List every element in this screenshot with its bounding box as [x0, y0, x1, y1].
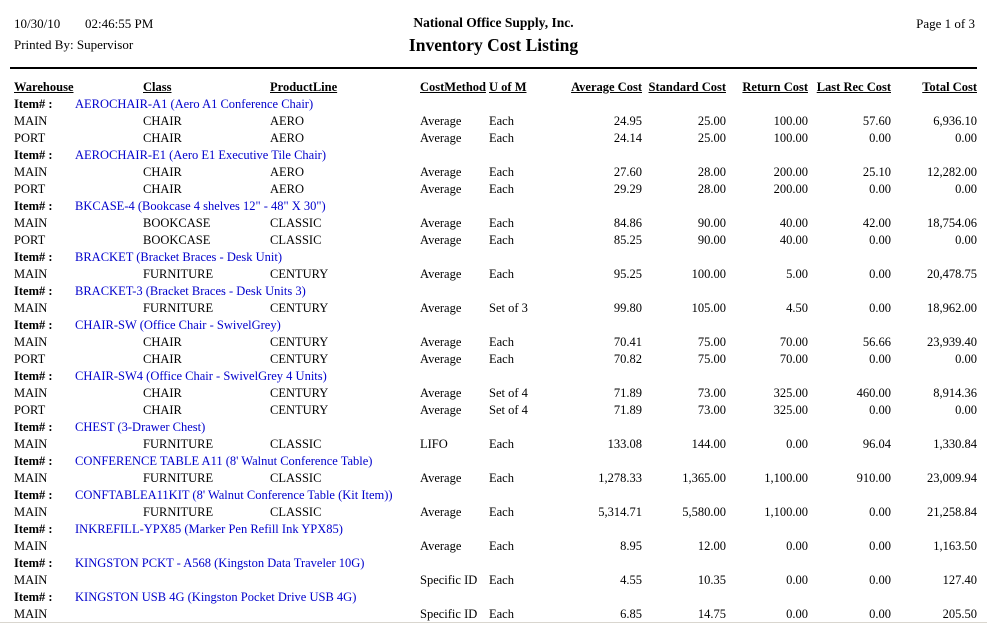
cell-return-cost: 0.00 — [786, 573, 808, 587]
column-header-total-cost: Total Cost — [922, 80, 977, 94]
item-description-link[interactable]: CONFTABLEA11KIT (8' Walnut Conference Table (Kit Item)) — [75, 488, 393, 502]
cell-last-rec-cost: 0.00 — [869, 301, 891, 315]
printed-by: Printed By: Supervisor — [14, 37, 134, 52]
inventory-row — [14, 402, 977, 419]
item-row — [14, 589, 977, 606]
cell-last-rec-cost: 0.00 — [869, 403, 891, 417]
cell-productline — [270, 538, 420, 555]
cell-last-rec-cost: 0.00 — [869, 267, 891, 281]
cell-total-cost: 0.00 — [955, 352, 977, 366]
cell-class — [143, 572, 270, 589]
inventory-row — [14, 232, 977, 249]
cell-total-cost: 205.50 — [942, 607, 977, 621]
cell-standard-cost: 14.75 — [697, 607, 726, 621]
cell-costmethod: Specific ID — [420, 607, 478, 621]
cell-standard-cost: 25.00 — [697, 131, 726, 145]
item-number-label: Item# : — [14, 284, 53, 298]
cell-warehouse: MAIN — [14, 165, 48, 179]
item-number-label: Item# : — [14, 97, 53, 111]
cell-productline: AERO — [270, 182, 305, 196]
cell-class: BOOKCASE — [143, 233, 211, 247]
column-header-warehouse: Warehouse — [14, 80, 74, 94]
cell-class: CHAIR — [143, 386, 182, 400]
cell-return-cost: 5.00 — [786, 267, 808, 281]
cell-warehouse: MAIN — [14, 437, 48, 451]
cell-last-rec-cost: 0.00 — [869, 607, 891, 621]
cell-uofm: Each — [489, 233, 514, 247]
item-row — [14, 453, 977, 470]
cell-total-cost: 0.00 — [955, 131, 977, 145]
cell-uofm: Each — [489, 267, 514, 281]
item-description-link[interactable]: INKREFILL-YPX85 (Marker Pen Refill Ink YPX85) — [75, 522, 343, 536]
cell-class: CHAIR — [143, 131, 182, 145]
cell-costmethod: Average — [420, 233, 462, 247]
cell-return-cost: 100.00 — [773, 131, 808, 145]
cell-total-cost: 18,962.00 — [927, 301, 977, 315]
inventory-row — [14, 113, 977, 130]
cell-return-cost: 40.00 — [779, 233, 808, 247]
cell-costmethod: LIFO — [420, 437, 448, 451]
cell-average-cost: 70.41 — [613, 335, 642, 349]
cell-total-cost: 127.40 — [942, 573, 977, 587]
item-number-label: Item# : — [14, 369, 53, 383]
item-row — [14, 96, 977, 113]
cell-standard-cost: 28.00 — [697, 165, 726, 179]
cell-class: BOOKCASE — [143, 216, 211, 230]
cell-productline: CENTURY — [270, 301, 329, 315]
cell-last-rec-cost: 56.66 — [862, 335, 891, 349]
cell-costmethod: Average — [420, 131, 462, 145]
cell-productline: CENTURY — [270, 267, 329, 281]
cell-warehouse: PORT — [14, 233, 46, 247]
column-header-return-cost: Return Cost — [742, 80, 808, 94]
cell-costmethod: Average — [420, 386, 462, 400]
cell-class: CHAIR — [143, 335, 182, 349]
item-description-link[interactable]: AEROCHAIR-E1 (Aero E1 Executive Tile Chair) — [75, 148, 327, 162]
cell-standard-cost: 25.00 — [697, 114, 726, 128]
cell-class: FURNITURE — [143, 267, 214, 281]
inventory-row — [14, 504, 977, 521]
cell-uofm: Set of 4 — [489, 403, 528, 417]
cell-return-cost: 70.00 — [779, 335, 808, 349]
cell-productline — [270, 572, 420, 589]
item-number-label: Item# : — [14, 318, 53, 332]
cell-costmethod: Average — [420, 301, 462, 315]
cell-total-cost: 6,936.10 — [933, 114, 977, 128]
cell-last-rec-cost: 0.00 — [869, 233, 891, 247]
cell-standard-cost: 73.00 — [697, 386, 726, 400]
cell-return-cost: 0.00 — [786, 539, 808, 553]
cell-standard-cost: 73.00 — [697, 403, 726, 417]
cell-total-cost: 0.00 — [955, 403, 977, 417]
item-description-link[interactable]: AEROCHAIR-A1 (Aero A1 Conference Chair) — [75, 97, 314, 111]
cell-warehouse: MAIN — [14, 505, 48, 519]
item-row — [14, 317, 977, 334]
cell-average-cost: 5,314.71 — [598, 505, 642, 519]
cell-total-cost: 18,754.06 — [927, 216, 977, 230]
inventory-row — [14, 130, 977, 147]
cell-average-cost: 1,278.33 — [598, 471, 642, 485]
column-header-row — [14, 80, 977, 95]
report-time: 02:46:55 PM — [85, 16, 154, 31]
cell-costmethod: Average — [420, 182, 462, 196]
cell-average-cost: 71.89 — [613, 403, 642, 417]
cell-costmethod: Average — [420, 267, 462, 281]
cell-return-cost: 200.00 — [773, 182, 808, 196]
cell-costmethod: Average — [420, 216, 462, 230]
cell-class — [143, 538, 270, 555]
cell-return-cost: 0.00 — [786, 437, 808, 451]
cell-total-cost: 1,330.84 — [933, 437, 977, 451]
cell-average-cost: 133.08 — [607, 437, 642, 451]
inventory-row — [14, 572, 977, 589]
cell-last-rec-cost: 42.00 — [862, 216, 891, 230]
cell-return-cost: 200.00 — [773, 165, 808, 179]
cell-uofm: Each — [489, 437, 514, 451]
cell-warehouse: MAIN — [14, 301, 48, 315]
cell-total-cost: 0.00 — [955, 182, 977, 196]
cell-total-cost: 8,914.36 — [933, 386, 977, 400]
cell-productline: CLASSIC — [270, 471, 322, 485]
cell-class: FURNITURE — [143, 437, 214, 451]
cell-productline: AERO — [270, 131, 305, 145]
item-row — [14, 147, 977, 164]
cell-warehouse: MAIN — [14, 216, 48, 230]
cell-uofm: Each — [489, 114, 514, 128]
cell-standard-cost: 105.00 — [691, 301, 726, 315]
item-description-link[interactable]: CHAIR-SW4 (Office Chair - SwivelGrey 4 Units) — [75, 369, 327, 383]
cell-average-cost: 4.55 — [620, 573, 642, 587]
cell-productline: AERO — [270, 165, 305, 179]
cell-return-cost: 325.00 — [773, 386, 808, 400]
cell-last-rec-cost: 0.00 — [869, 573, 891, 587]
cell-class: FURNITURE — [143, 505, 214, 519]
cell-total-cost: 23,009.94 — [927, 471, 977, 485]
cell-total-cost: 1,163.50 — [933, 539, 977, 553]
cell-uofm: Each — [489, 471, 514, 485]
cell-last-rec-cost: 0.00 — [869, 131, 891, 145]
cell-standard-cost: 12.00 — [697, 539, 726, 553]
column-header-average-cost: Average Cost — [571, 80, 642, 94]
item-description-link[interactable]: BRACKET-3 (Bracket Braces - Desk Units 3) — [75, 284, 306, 298]
inventory-row — [14, 538, 977, 555]
cell-uofm: Each — [489, 182, 514, 196]
cell-standard-cost: 90.00 — [697, 233, 726, 247]
cell-productline: CLASSIC — [270, 437, 322, 451]
cell-average-cost: 71.89 — [613, 386, 642, 400]
cell-return-cost: 325.00 — [773, 403, 808, 417]
cell-average-cost: 24.95 — [613, 114, 642, 128]
cell-warehouse: MAIN — [14, 539, 48, 553]
cell-costmethod: Average — [420, 335, 462, 349]
column-header-productline: ProductLine — [270, 80, 338, 94]
item-row — [14, 419, 977, 436]
cell-average-cost: 24.14 — [613, 131, 642, 145]
inventory-row — [14, 385, 977, 402]
item-row — [14, 283, 977, 300]
cell-average-cost: 6.85 — [620, 607, 642, 621]
item-description-link[interactable]: BKCASE-4 (Bookcase 4 shelves 12" - 48" X 30") — [75, 199, 326, 213]
cell-uofm: Set of 4 — [489, 386, 528, 400]
report-title: Inventory Cost Listing — [408, 35, 579, 55]
item-row — [14, 521, 977, 538]
cell-class: CHAIR — [143, 403, 182, 417]
item-number-label: Item# : — [14, 250, 53, 264]
item-number-label: Item# : — [14, 199, 53, 213]
cell-productline: CENTURY — [270, 403, 329, 417]
cell-average-cost: 84.86 — [613, 216, 642, 230]
cell-total-cost: 21,258.84 — [927, 505, 977, 519]
cell-class: FURNITURE — [143, 301, 214, 315]
cell-last-rec-cost: 0.00 — [869, 539, 891, 553]
cell-last-rec-cost: 0.00 — [869, 505, 891, 519]
cell-warehouse: MAIN — [14, 114, 48, 128]
cell-total-cost: 12,282.00 — [927, 165, 977, 179]
cell-uofm: Each — [489, 607, 514, 621]
item-description-link[interactable]: KINGSTON PCKT - A568 (Kingston Data Traveler 10G) — [75, 556, 365, 570]
cell-warehouse: MAIN — [14, 267, 48, 281]
cell-productline: CENTURY — [270, 386, 329, 400]
cell-return-cost: 70.00 — [779, 352, 808, 366]
column-header-uofm: U of M — [489, 80, 527, 94]
item-description-link[interactable]: CONFERENCE TABLE A11 (8' Walnut Conference Table) — [75, 454, 373, 468]
cell-warehouse: MAIN — [14, 607, 48, 621]
inventory-row — [14, 215, 977, 232]
inventory-row — [14, 334, 977, 351]
cell-last-rec-cost: 25.10 — [862, 165, 891, 179]
cell-warehouse: PORT — [14, 352, 46, 366]
cell-average-cost: 29.29 — [613, 182, 642, 196]
column-header-class: Class — [143, 80, 172, 94]
cell-return-cost: 100.00 — [773, 114, 808, 128]
cell-class: CHAIR — [143, 114, 182, 128]
cell-total-cost: 0.00 — [955, 233, 977, 247]
inventory-row — [14, 266, 977, 283]
header-divider — [10, 67, 977, 69]
cell-warehouse: MAIN — [14, 573, 48, 587]
cell-productline: CLASSIC — [270, 216, 322, 230]
cell-productline: CLASSIC — [270, 505, 322, 519]
inventory-row — [14, 470, 977, 487]
cell-costmethod: Average — [420, 114, 462, 128]
item-description-link[interactable]: CHEST (3-Drawer Chest) — [75, 420, 206, 434]
cell-costmethod: Average — [420, 471, 462, 485]
item-row — [14, 487, 977, 504]
cell-last-rec-cost: 57.60 — [862, 114, 891, 128]
cell-productline: AERO — [270, 114, 305, 128]
cell-return-cost: 0.00 — [786, 607, 808, 621]
cell-warehouse: MAIN — [14, 386, 48, 400]
inventory-row — [14, 164, 977, 181]
cell-average-cost: 27.60 — [613, 165, 642, 179]
cell-uofm: Each — [489, 131, 514, 145]
cell-standard-cost: 5,580.00 — [682, 505, 726, 519]
item-row — [14, 249, 977, 266]
item-number-label: Item# : — [14, 556, 53, 570]
item-number-label: Item# : — [14, 590, 53, 604]
cell-last-rec-cost: 0.00 — [869, 352, 891, 366]
item-row — [14, 555, 977, 572]
page-number: Page 1 of 3 — [916, 16, 975, 31]
cell-standard-cost: 75.00 — [697, 352, 726, 366]
item-row — [14, 368, 977, 385]
cell-standard-cost: 75.00 — [697, 335, 726, 349]
column-header-last-rec-cost: Last Rec Cost — [816, 80, 891, 94]
cell-average-cost: 95.25 — [613, 267, 642, 281]
cell-costmethod: Average — [420, 165, 462, 179]
cell-uofm: Set of 3 — [489, 301, 528, 315]
cell-class: CHAIR — [143, 165, 182, 179]
cell-standard-cost: 100.00 — [691, 267, 726, 281]
cell-average-cost: 85.25 — [613, 233, 642, 247]
cell-last-rec-cost: 460.00 — [856, 386, 891, 400]
cell-average-cost: 99.80 — [613, 301, 642, 315]
cell-uofm: Each — [489, 539, 514, 553]
cell-costmethod: Average — [420, 505, 462, 519]
item-description-link[interactable]: CHAIR-SW (Office Chair - SwivelGrey) — [75, 318, 281, 332]
cell-last-rec-cost: 0.00 — [869, 182, 891, 196]
cell-average-cost: 70.82 — [613, 352, 642, 366]
cell-standard-cost: 28.00 — [697, 182, 726, 196]
item-description-link[interactable]: KINGSTON USB 4G (Kingston Pocket Drive USB 4G) — [75, 590, 357, 604]
report-date: 10/30/10 — [14, 16, 61, 31]
cell-class: FURNITURE — [143, 471, 214, 485]
cell-standard-cost: 1,365.00 — [682, 471, 726, 485]
cell-productline — [270, 606, 420, 623]
cell-standard-cost: 10.35 — [697, 573, 726, 587]
cell-productline: CENTURY — [270, 335, 329, 349]
inventory-row — [14, 436, 977, 453]
cell-last-rec-cost: 96.04 — [862, 437, 891, 451]
company-name: National Office Supply, Inc. — [413, 15, 574, 30]
cell-total-cost: 23,939.40 — [927, 335, 977, 349]
cell-costmethod: Specific ID — [420, 573, 478, 587]
cell-costmethod: Average — [420, 403, 462, 417]
cell-costmethod: Average — [420, 539, 462, 553]
inventory-row — [14, 300, 977, 317]
column-header-costmethod: CostMethod — [420, 80, 486, 94]
cell-uofm: Each — [489, 216, 514, 230]
cell-uofm: Each — [489, 335, 514, 349]
cell-return-cost: 1,100.00 — [764, 471, 808, 485]
cell-costmethod: Average — [420, 352, 462, 366]
cell-class: CHAIR — [143, 182, 182, 196]
inventory-row — [14, 351, 977, 368]
cell-average-cost: 8.95 — [620, 539, 642, 553]
column-header-standard-cost: Standard Cost — [648, 80, 726, 94]
cell-warehouse: MAIN — [14, 335, 48, 349]
cell-standard-cost: 90.00 — [697, 216, 726, 230]
cell-uofm: Each — [489, 573, 514, 587]
item-number-label: Item# : — [14, 488, 53, 502]
cell-warehouse: PORT — [14, 182, 46, 196]
cell-productline: CLASSIC — [270, 233, 322, 247]
inventory-row — [14, 181, 977, 198]
cell-class — [143, 606, 270, 623]
cell-warehouse: PORT — [14, 403, 46, 417]
cell-total-cost: 20,478.75 — [927, 267, 977, 281]
cell-productline: CENTURY — [270, 352, 329, 366]
item-number-label: Item# : — [14, 420, 53, 434]
report-rows — [14, 96, 977, 623]
cell-return-cost: 1,100.00 — [764, 505, 808, 519]
cell-uofm: Each — [489, 352, 514, 366]
item-number-label: Item# : — [14, 454, 53, 468]
inventory-row — [14, 606, 977, 623]
item-description-link[interactable]: BRACKET (Bracket Braces - Desk Unit) — [75, 250, 283, 264]
cell-warehouse: MAIN — [14, 471, 48, 485]
item-number-label: Item# : — [14, 522, 53, 536]
page-bottom-border — [0, 622, 987, 623]
cell-standard-cost: 144.00 — [691, 437, 726, 451]
item-number-label: Item# : — [14, 148, 53, 162]
cell-warehouse: PORT — [14, 131, 46, 145]
cell-last-rec-cost: 910.00 — [856, 471, 891, 485]
cell-return-cost: 4.50 — [786, 301, 808, 315]
cell-return-cost: 40.00 — [779, 216, 808, 230]
cell-class: CHAIR — [143, 352, 182, 366]
item-row — [14, 198, 977, 215]
cell-uofm: Each — [489, 165, 514, 179]
cell-uofm: Each — [489, 505, 514, 519]
